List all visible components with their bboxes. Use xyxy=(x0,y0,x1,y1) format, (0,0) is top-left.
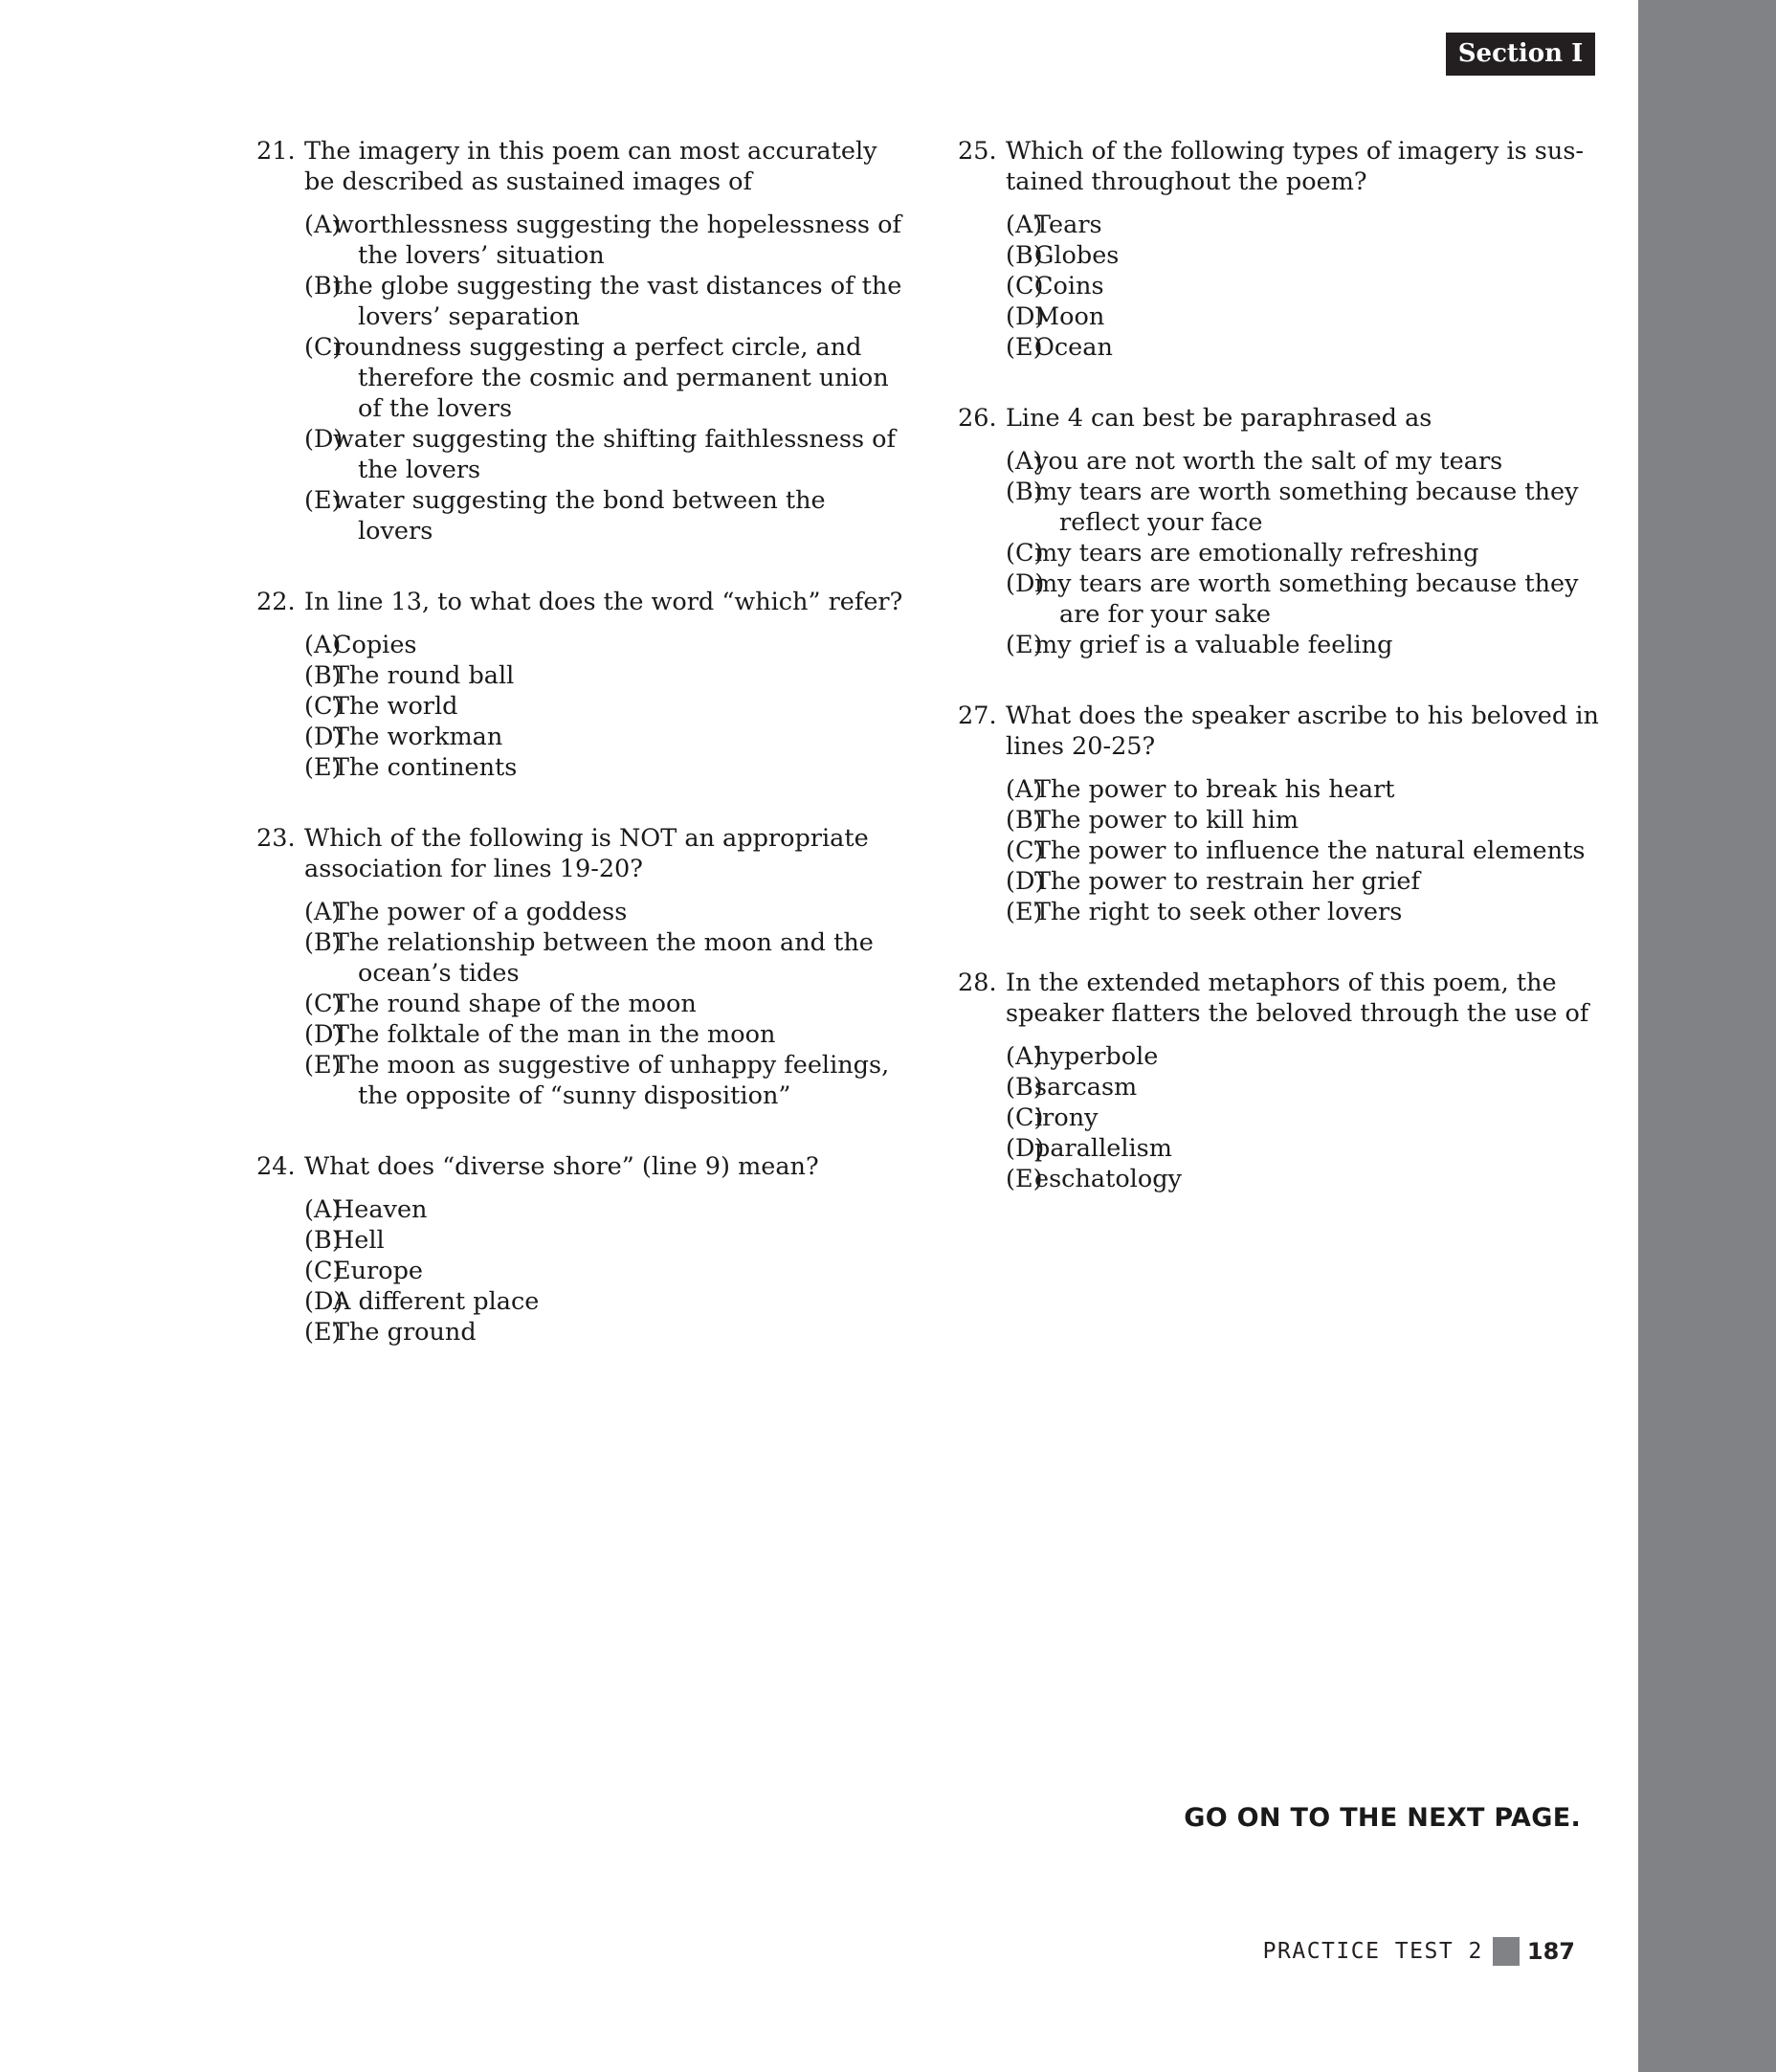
question-26 xyxy=(958,403,1609,660)
option-letter: (B) xyxy=(1006,1073,1043,1102)
option-text: Heaven xyxy=(333,1195,428,1224)
question-stem xyxy=(256,136,907,197)
option-letter: (C) xyxy=(1006,272,1044,301)
option-text: the globe suggesting the vast distances of the lovers’ separation xyxy=(333,272,902,331)
option-text: hyperbole xyxy=(1034,1042,1159,1071)
option-text: The power to kill him xyxy=(1034,806,1299,835)
question-stem xyxy=(958,701,1609,762)
option-letter: (B) xyxy=(1006,241,1043,270)
answer-option-a[interactable] xyxy=(958,446,1609,477)
option-letter: (C) xyxy=(1006,539,1044,568)
option-text: you are not worth the salt of my tears xyxy=(1034,447,1503,476)
answer-option-e[interactable] xyxy=(958,332,1609,363)
answer-option-e[interactable] xyxy=(958,630,1609,660)
question-24 xyxy=(256,1151,907,1348)
option-letter: (E) xyxy=(304,486,342,515)
option-letter: (A) xyxy=(1006,447,1043,476)
option-text: The continents xyxy=(333,753,518,782)
option-text: The power to break his heart xyxy=(1034,775,1395,804)
answer-option-b[interactable] xyxy=(958,240,1609,271)
option-text: my tears are worth something because they reflect your face xyxy=(1034,478,1579,537)
question-27 xyxy=(958,701,1609,927)
answer-option-a[interactable] xyxy=(256,897,907,927)
option-text: The round ball xyxy=(333,661,515,690)
answer-options xyxy=(958,774,1609,927)
option-letter: (D) xyxy=(304,1287,344,1316)
answer-options xyxy=(256,1194,907,1348)
question-text: The imagery in this poem can most accurately be described as sustained images of xyxy=(304,137,877,196)
footer-square-icon xyxy=(1493,1937,1520,1966)
option-letter: (C) xyxy=(304,990,343,1018)
answer-option-a[interactable] xyxy=(256,210,907,271)
answer-option-e[interactable] xyxy=(256,752,907,783)
question-text: Which of the following types of imagery is sus-tained throughout the poem? xyxy=(1006,137,1585,196)
option-text: The world xyxy=(333,692,458,721)
question-number: 22. xyxy=(256,588,296,616)
option-letter: (D) xyxy=(304,425,344,454)
option-text: The folktale of the man in the moon xyxy=(333,1020,776,1049)
option-letter: (E) xyxy=(1006,631,1043,659)
answer-option-d[interactable] xyxy=(256,424,907,485)
option-letter: (C) xyxy=(304,1257,343,1285)
option-letter: (C) xyxy=(1006,836,1044,865)
question-stem xyxy=(256,1151,907,1182)
page-number: 187 xyxy=(1526,1938,1575,1965)
answer-option-b[interactable] xyxy=(958,805,1609,835)
question-number: 24. xyxy=(256,1152,296,1181)
side-bar xyxy=(1638,0,1776,2072)
option-letter: (E) xyxy=(1006,333,1043,362)
option-text: The ground xyxy=(333,1318,477,1347)
question-stem xyxy=(256,587,907,617)
option-letter: (D) xyxy=(1006,302,1045,331)
option-text: my tears are emotionally refreshing xyxy=(1034,539,1479,568)
option-letter: (D) xyxy=(1006,867,1045,896)
page-footer xyxy=(1244,1935,1575,1968)
question-25 xyxy=(958,136,1609,363)
option-letter: (A) xyxy=(1006,775,1043,804)
answer-option-e[interactable] xyxy=(256,1050,907,1111)
question-text: Line 4 can best be paraphrased as xyxy=(1006,404,1432,433)
question-text: What does “diverse shore” (line 9) mean? xyxy=(304,1152,819,1181)
option-text: The power to restrain her grief xyxy=(1034,867,1420,896)
question-text: What does the speaker ascribe to his beloved in lines 20-25? xyxy=(1006,702,1599,761)
answer-option-c[interactable] xyxy=(256,691,907,722)
option-letter: (A) xyxy=(304,1195,342,1224)
option-text: Tears xyxy=(1034,211,1102,239)
question-stem xyxy=(958,968,1609,1029)
answer-options xyxy=(256,897,907,1111)
question-stem xyxy=(256,823,907,884)
answer-options xyxy=(256,630,907,783)
option-text: worthlessness suggesting the hopelessness of the lovers’ situation xyxy=(333,211,901,270)
answer-option-d[interactable] xyxy=(256,722,907,752)
answer-option-b[interactable] xyxy=(958,1072,1609,1103)
option-letter: (A) xyxy=(304,211,342,239)
answer-option-c[interactable] xyxy=(256,989,907,1019)
answer-option-c[interactable] xyxy=(958,271,1609,301)
option-text: The power of a goddess xyxy=(333,898,628,926)
option-letter: (B) xyxy=(304,928,342,957)
go-on-notice: GO ON TO THE NEXT PAGE. xyxy=(1184,1803,1581,1833)
answer-option-c[interactable] xyxy=(958,538,1609,568)
option-text: water suggesting the shifting faithlessness of the lovers xyxy=(333,425,896,484)
answer-option-e[interactable] xyxy=(256,485,907,546)
option-text: A different place xyxy=(333,1287,540,1316)
option-letter: (E) xyxy=(304,753,342,782)
option-text: The round shape of the moon xyxy=(333,990,697,1018)
option-letter: (D) xyxy=(304,1020,344,1049)
section-tab xyxy=(1446,33,1595,76)
option-letter: (C) xyxy=(1006,1103,1044,1132)
question-text: In line 13, to what does the word “which” refer? xyxy=(304,588,903,616)
option-letter: (B) xyxy=(304,661,342,690)
answer-option-b[interactable] xyxy=(958,477,1609,538)
option-letter: (A) xyxy=(1006,211,1043,239)
answer-option-b[interactable] xyxy=(256,927,907,989)
question-23 xyxy=(256,823,907,1111)
answer-option-a[interactable] xyxy=(256,630,907,660)
option-text: Hell xyxy=(333,1226,385,1255)
option-letter: (B) xyxy=(304,1226,342,1255)
option-text: eschatology xyxy=(1034,1165,1182,1193)
option-letter: (C) xyxy=(304,692,343,721)
answer-options xyxy=(958,1041,1609,1194)
option-text: Copies xyxy=(333,631,417,659)
question-28 xyxy=(958,968,1609,1194)
question-number: 28. xyxy=(958,969,997,997)
option-text: parallelism xyxy=(1034,1134,1172,1163)
answer-option-d[interactable] xyxy=(256,1019,907,1050)
option-text: roundness suggesting a perfect circle, and therefore the cosmic and permanent union of the lovers xyxy=(333,333,889,423)
option-text: Ocean xyxy=(1034,333,1113,362)
question-21 xyxy=(256,136,907,546)
option-letter: (B) xyxy=(1006,806,1043,835)
option-letter: (D) xyxy=(1006,569,1045,598)
answer-option-b[interactable] xyxy=(256,1225,907,1256)
question-number: 26. xyxy=(958,404,997,433)
answer-option-e[interactable] xyxy=(256,1317,907,1348)
option-letter: (B) xyxy=(304,272,342,301)
option-text: Europe xyxy=(333,1257,423,1285)
option-text: my grief is a valuable feeling xyxy=(1034,631,1393,659)
section-label: Section I xyxy=(1457,39,1584,68)
question-stem xyxy=(958,403,1609,434)
answer-option-d[interactable] xyxy=(958,301,1609,332)
footer-label: PRACTICE TEST 2 xyxy=(1262,1939,1483,1964)
answer-option-c[interactable] xyxy=(958,1103,1609,1133)
left-column xyxy=(256,136,907,1388)
question-text: Which of the following is NOT an appropriate association for lines 19-20? xyxy=(304,824,869,883)
option-text: The power to influence the natural elements xyxy=(1034,836,1586,865)
answer-option-c[interactable] xyxy=(256,332,907,424)
option-letter: (C) xyxy=(304,333,343,362)
option-text: The relationship between the moon and the ocean’s tides xyxy=(333,928,874,988)
option-letter: (E) xyxy=(304,1051,342,1080)
answer-option-d[interactable] xyxy=(958,568,1609,630)
answer-option-e[interactable] xyxy=(958,897,1609,927)
option-letter: (E) xyxy=(1006,1165,1043,1193)
answer-option-c[interactable] xyxy=(256,1256,907,1286)
question-number: 27. xyxy=(958,702,997,730)
option-letter: (D) xyxy=(1006,1134,1045,1163)
answer-option-a[interactable] xyxy=(256,1194,907,1225)
answer-options xyxy=(958,446,1609,660)
answer-option-b[interactable] xyxy=(256,660,907,691)
answer-option-d[interactable] xyxy=(256,1286,907,1317)
option-text: Coins xyxy=(1034,272,1104,301)
option-text: The moon as suggestive of unhappy feelings, the opposite of “sunny disposition” xyxy=(333,1051,890,1110)
option-text: Globes xyxy=(1034,241,1120,270)
option-letter: (D) xyxy=(304,723,344,751)
option-text: irony xyxy=(1034,1103,1099,1132)
option-letter: (E) xyxy=(1006,898,1043,926)
answer-option-a[interactable] xyxy=(958,1041,1609,1072)
question-22 xyxy=(256,587,907,783)
option-text: water suggesting the bond between the lovers xyxy=(333,486,826,546)
right-column xyxy=(958,136,1609,1235)
question-number: 21. xyxy=(256,137,296,166)
option-letter: (A) xyxy=(304,898,342,926)
answer-option-c[interactable] xyxy=(958,835,1609,866)
answer-option-b[interactable] xyxy=(256,271,907,332)
option-text: sarcasm xyxy=(1034,1073,1138,1102)
option-text: The workman xyxy=(333,723,503,751)
option-letter: (E) xyxy=(304,1318,342,1347)
answer-option-e[interactable] xyxy=(958,1164,1609,1194)
answer-option-d[interactable] xyxy=(958,1133,1609,1164)
question-number: 23. xyxy=(256,824,296,853)
answer-options xyxy=(256,210,907,546)
option-text: The right to seek other lovers xyxy=(1034,898,1403,926)
question-text: In the extended metaphors of this poem, the speaker flatters the beloved through the use of xyxy=(1006,969,1589,1028)
answer-option-a[interactable] xyxy=(958,774,1609,805)
option-letter: (A) xyxy=(1006,1042,1043,1071)
answer-option-d[interactable] xyxy=(958,866,1609,897)
option-text: Moon xyxy=(1034,302,1105,331)
answer-options xyxy=(958,210,1609,363)
question-stem xyxy=(958,136,1609,197)
option-text: my tears are worth something because they are for your sake xyxy=(1034,569,1579,629)
option-letter: (B) xyxy=(1006,478,1043,506)
option-letter: (A) xyxy=(304,631,342,659)
answer-option-a[interactable] xyxy=(958,210,1609,240)
question-number: 25. xyxy=(958,137,997,166)
